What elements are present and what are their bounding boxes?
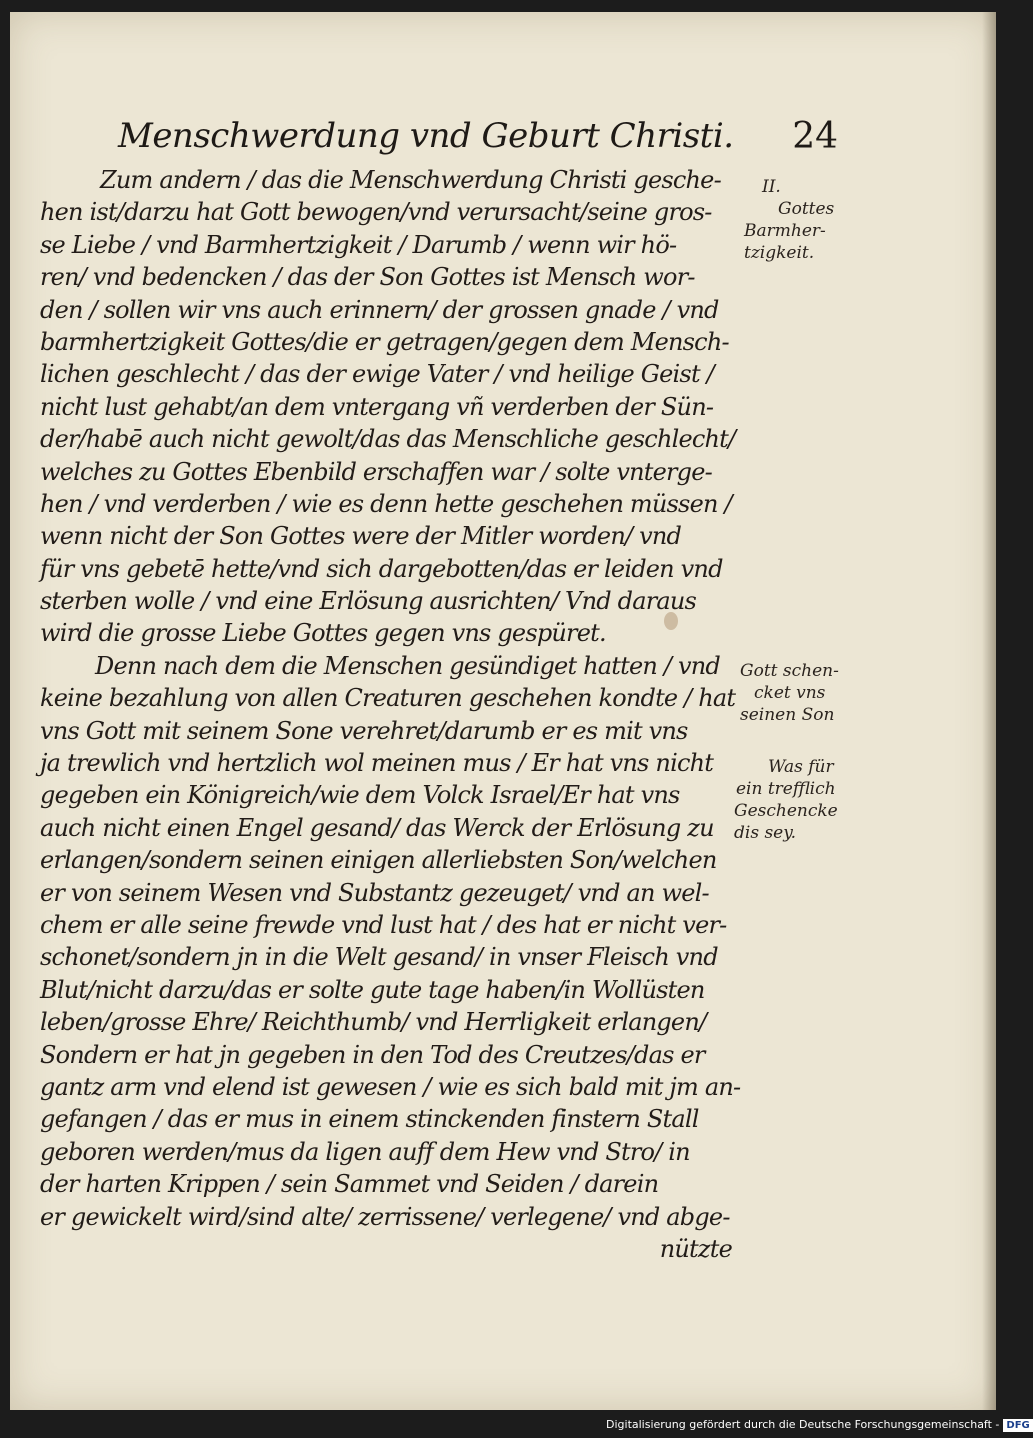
text-line: er von seinem Wesen vnd Substantz gezeuget/ vnd an wel-: [40, 878, 709, 907]
margin-note-present: [732, 756, 872, 844]
paper-stain: [664, 612, 678, 630]
text-line: nicht lust gehabt/an dem vntergang vñ verderben der Sün-: [40, 392, 714, 421]
text-line: Denn nach dem die Menschen gesündiget hatten / vnd: [95, 651, 720, 680]
text-line: ja trewlich vnd hertzlich wol meinen mus / Er hat vns nicht: [40, 749, 714, 778]
text-line: wird die grosse Liebe Gottes gegen vns gespüret.: [40, 619, 606, 648]
text-line: hen ist/darzu hat Gott bewogen/vnd verursacht/seine gros-: [40, 198, 712, 227]
page-header: [118, 116, 838, 166]
book-page: [10, 12, 996, 1410]
text-line: hen / vnd verderben / wie es denn hette geschehen müssen /: [40, 489, 732, 518]
text-line: für vns gebetē hette/vnd sich dargebotten/das er leiden vnd: [40, 554, 723, 583]
margin-note-line: dis sey.: [734, 823, 796, 843]
margin-note-line: Gottes: [778, 199, 835, 219]
margin-note-line: seinen Son: [740, 705, 835, 725]
text-line: der/habē auch nicht gewolt/das das Menschliche geschlecht/: [40, 425, 736, 454]
text-line: leben/grosse Ehre/ Reichthumb/ vnd Herrligkeit erlangen/: [40, 1008, 707, 1037]
text-line: barmhertzigkeit Gottes/die er getragen/gegen dem Mensch-: [40, 327, 729, 356]
text-line: wenn nicht der Son Gottes were der Mitler worden/ vnd: [40, 522, 682, 551]
margin-note-line: Geschencke: [734, 801, 838, 821]
text-line: Zum andern / das die Menschwerdung Christi gesche-: [100, 166, 721, 194]
text-line: vns Gott mit seinem Sone verehret/darumb er es mit vns: [40, 716, 688, 745]
text-line: gefangen / das er mus in einem stinckenden finstern Stall: [40, 1105, 699, 1134]
text-line: keine bezahlung von allen Creaturen geschehen kondte / hat: [40, 684, 736, 713]
text-line: sterben wolle / vnd eine Erlösung ausrichten/ Vnd daraus: [40, 587, 697, 616]
footer-credit: [606, 1418, 1033, 1432]
text-line: chem er alle seine frewde vnd lust hat / des hat er nicht ver-: [40, 910, 727, 939]
footer-text: Digitalisierung gefördert durch die Deutsche Forschungsgemeinschaft -: [606, 1418, 1000, 1431]
text-line: gantz arm vnd elend ist gewesen / wie es sich bald mit jm an-: [40, 1072, 741, 1101]
text-line: den / sollen wir vns auch erinnern/ der grossen gnade / vnd: [40, 295, 719, 324]
page-number: 24: [792, 116, 838, 157]
main-text: [40, 164, 741, 1265]
margin-note-line: Barmher-: [744, 221, 826, 241]
margin-note-gift: [732, 660, 872, 726]
text-line: er gewickelt wird/sind alte/ zerrissene/ verlegene/ vnd abge-: [40, 1202, 730, 1231]
margin-note-mercy: [732, 176, 872, 264]
catchword: nützte: [659, 1234, 732, 1263]
text-line: Blut/nicht darzu/das er solte gute tage haben/in Wollüsten: [40, 975, 705, 1004]
margin-note-line: cket vns: [754, 683, 826, 703]
margin-note-line: Gott schen-: [740, 661, 839, 681]
text-line: gegeben ein Königreich/wie dem Volck Israel/Er hat vns: [40, 781, 680, 810]
text-line: erlangen/sondern seinen einigen allerliebsten Son/welchen: [40, 846, 717, 875]
text-line: schonet/sondern jn in die Welt gesand/ in vnser Fleisch vnd: [40, 943, 718, 972]
text-line: Sondern er hat jn gegeben in den Tod des Creutzes/das er: [40, 1040, 705, 1069]
text-line: welches zu Gottes Ebenbild erschaffen war / solte vnterge-: [40, 457, 712, 486]
text-line: auch nicht einen Engel gesand/ das Werck der Erlösung zu: [40, 813, 714, 842]
text-line: se Liebe / vnd Barmhertzigkeit / Darumb / wenn wir hö-: [40, 230, 677, 259]
text-line: geboren werden/mus da ligen auff dem Hew vnd Stro/ in: [40, 1137, 690, 1166]
text-line: lichen geschlecht / das der ewige Vater / vnd heilige Geist /: [40, 360, 714, 389]
running-title: Menschwerdung vnd Geburt Christi.: [118, 116, 734, 156]
margin-note-line: II.: [762, 177, 781, 197]
margin-note-line: ein trefflich: [736, 779, 836, 799]
margin-note-line: tzigkeit.: [744, 243, 815, 263]
text-line: ren/ vnd bedencken / das der Son Gottes ist Mensch wor-: [40, 263, 695, 292]
text-line: der harten Krippen / sein Sammet vnd Seiden / darein: [40, 1170, 659, 1199]
margin-note-line: Was für: [768, 757, 834, 777]
dfg-logo-icon: DFG: [1003, 1419, 1032, 1432]
